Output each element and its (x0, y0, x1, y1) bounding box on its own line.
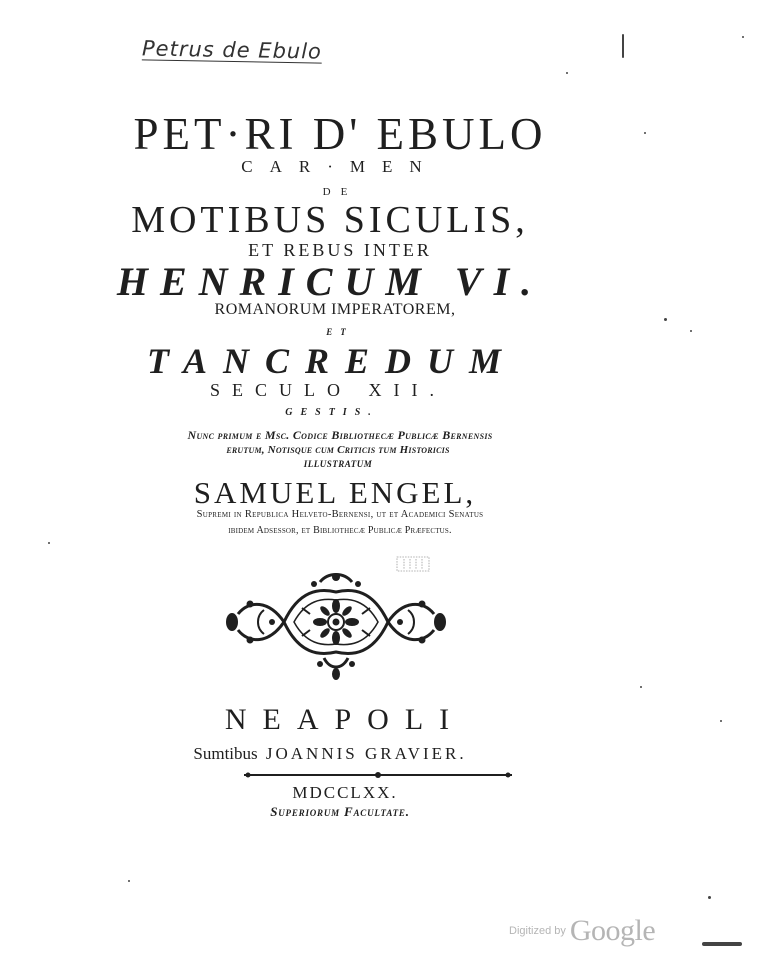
title-line-nunc-primum: Nunc primum e Msc. Codice Bibliothecæ Publicæ Bernensis (187, 428, 493, 442)
watermark-prefix: Digitized by (509, 925, 566, 937)
title-line-motibus: MOTIBUS SICULIS, (131, 199, 529, 241)
title-line-de: DE (322, 186, 358, 198)
scan-speck (664, 318, 667, 321)
imprint-publisher-line (100, 744, 560, 764)
scan-speck (128, 880, 130, 882)
scan-speck (644, 132, 646, 134)
author-title-line-1: Supremi in Republica Helveto-Bernensi, ut et Academici Senatus (196, 509, 484, 520)
digitized-watermark (509, 914, 655, 948)
scan-speck (566, 72, 568, 74)
title-line-seculo: SECULO XII. (210, 380, 446, 400)
publisher-name: JOANNIS GRAVIER. (265, 744, 467, 763)
handwritten-note: Petrus de Ebulo (141, 36, 323, 64)
title-line-illustratum: ILLUSTRATUM (303, 459, 373, 469)
printer-ornament (224, 570, 448, 682)
scan-speck (48, 542, 50, 544)
title-line-et-rebus: ET REBUS INTER (248, 240, 432, 260)
scan-speck (690, 330, 692, 332)
scan-speck (742, 36, 744, 38)
title-line-carmen: CAR·MEN (241, 157, 439, 176)
imprint-place: NEAPOLI (224, 703, 466, 736)
title-line-gestis: GESTIS. (285, 407, 379, 418)
title-line-tancredum: TANCREDUM (146, 341, 518, 381)
publisher-prefix: Sumtibus (193, 744, 258, 763)
scan-speck (640, 686, 642, 688)
title-line-imperatorem: ROMANORUM IMPERATOREM, (214, 301, 456, 318)
title-line-author-name: PET·RI D' EBULO (133, 109, 547, 159)
title-line-et: ET (326, 327, 354, 337)
imprint-year: MDCCLXX. (292, 783, 398, 802)
scan-speck (622, 34, 624, 58)
title-line-henricum: HENRICUM VI. (116, 259, 544, 304)
watermark-brand: Google (569, 914, 656, 947)
author-name: SAMUEL ENGEL, (193, 475, 477, 510)
imprint-permission: Superiorum Facultate. (270, 804, 410, 819)
scan-speck (702, 942, 742, 946)
scan-speck (708, 896, 711, 899)
scan-speck (720, 720, 722, 722)
title-line-erutum: erutum, Notisque cum Criticis tum Historicis (226, 444, 450, 456)
rule-ornament (244, 772, 512, 778)
author-title-line-2: ibidem Adsessor, et Bibliothecæ Publicæ Præfectus. (228, 525, 452, 536)
